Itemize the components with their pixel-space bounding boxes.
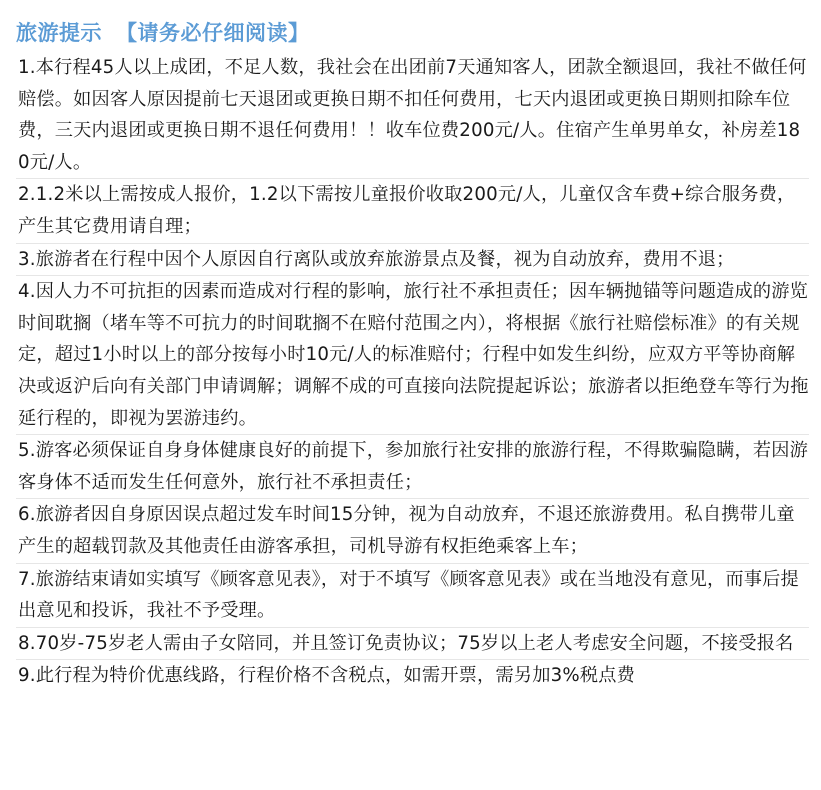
rule-item-5: 5.游客必须保证自身身体健康良好的前提下，参加旅行社安排的旅游行程，不得欺骗隐瞒，若因游客身体不适而发生任何意外，旅行社不承担责任； xyxy=(16,434,809,498)
rule-item-1: 1.本行程45人以上成团，不足人数，我社会在出团前7天通知客人，团款全额退回，我社不做任何赔偿。如因客人原因提前七天退团或更换日期不扣任何费用，七天内退团或更换日期则扣除车位费，三天内退团或更换日期不退任何费用！！收车位费200元/人。住宿产生单男单女，补房差180元/人。 xyxy=(18,57,807,173)
rule-item-9: 9.此行程为特价优惠线路，行程价格不含税点，如需开票，需另加3%税点费 xyxy=(16,659,809,692)
notice-rules-list xyxy=(16,52,809,692)
rule-item-7: 7.旅游结束请如实填写《顾客意见表》，对于不填写《顾客意见表》或在当地没有意见，而事后提出意见和投诉，我社不予受理。 xyxy=(16,563,809,627)
notice-subtitle: 【请务必仔细阅读】 xyxy=(116,21,310,45)
rule-item-8: 8.70岁-75岁老人需由子女陪同，并且签订免责协议；75岁以上老人考虑安全问题，不接受报名 xyxy=(16,627,809,660)
notice-title-text: 旅游提示 xyxy=(16,21,102,45)
notice-title xyxy=(16,18,809,48)
rule-item-4: 4.因人力不可抗拒的因素而造成对行程的影响，旅行社不承担责任；因车辆抛锚等问题造成的游览时间耽搁（堵车等不可抗力的时间耽搁不在赔付范围之内），将根据《旅行社赔偿标准》的有关规定，超过1小时以上的部分按每小时10元/人的标准赔付；行程中如发生纠纷，应双方平等协商解决或返沪后向有关部门申请调解；调解不成的可直接向法院提起诉讼；旅游者以拒绝登车等行为拖延行程的，即视为罢游违约。 xyxy=(16,275,809,434)
rule-item-3: 3.旅游者在行程中因个人原因自行离队或放弃旅游景点及餐，视为自动放弃，费用不退； xyxy=(16,243,809,276)
rule-item-6: 6.旅游者因自身原因误点超过发车时间15分钟，视为自动放弃，不退还旅游费用。私自携带儿童产生的超载罚款及其他责任由游客承担，司机导游有权拒绝乘客上车； xyxy=(16,498,809,562)
rule-item-2: 2.1.2米以上需按成人报价，1.2以下需按儿童报价收取200元/人，儿童仅含车费+综合服务费，产生其它费用请自理； xyxy=(16,178,809,242)
